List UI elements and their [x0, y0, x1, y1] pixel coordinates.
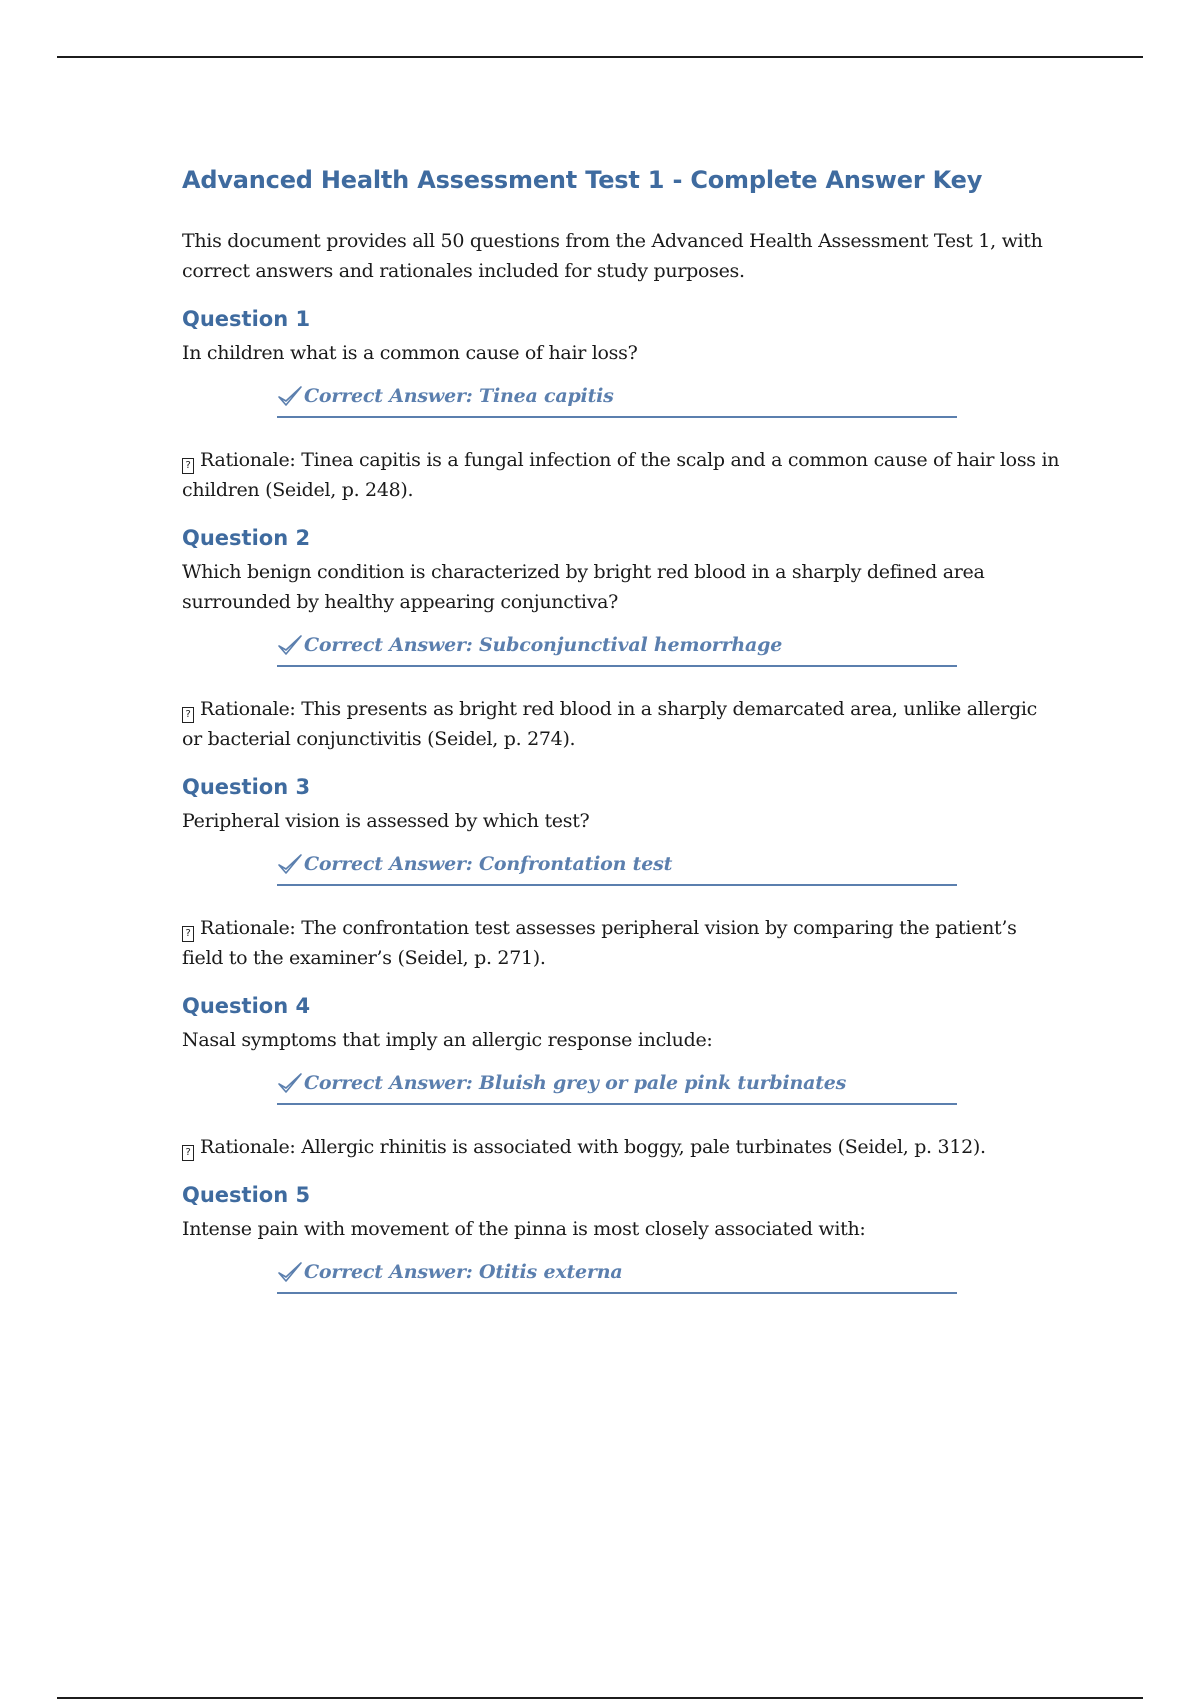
- correct-answer-text: Correct Answer: Confrontation test: [304, 853, 673, 875]
- question-heading: Question 5: [182, 1183, 311, 1207]
- question-4: [182, 991, 1062, 1162]
- check-mark-icon: [277, 384, 303, 408]
- question-heading: Question 3: [182, 775, 311, 799]
- check-mark-icon: [277, 1071, 303, 1095]
- rationale: [182, 913, 1062, 973]
- correct-answer-text: Correct Answer: Tinea capitis: [304, 385, 614, 407]
- document-intro: This document provides all 50 questions from the Advanced Health Assessment Test 1, with correct answers and rationales included for study purposes.: [182, 230, 1043, 282]
- correct-answer: [277, 631, 957, 667]
- correct-answer: [277, 1258, 957, 1294]
- question-text: Peripheral vision is assessed by which test?: [182, 810, 590, 832]
- question-text: Intense pain with movement of the pinna is most closely associated with:: [182, 1218, 866, 1240]
- correct-answer: [277, 382, 957, 418]
- missing-glyph-icon: ?: [182, 926, 194, 942]
- rationale-text: Rationale: The confrontation test assesses peripheral vision by comparing the patient’s field to the examiner’s (Seidel, p. 271).: [182, 917, 1017, 969]
- check-mark-icon: [277, 633, 303, 657]
- check-mark-icon: [277, 852, 303, 876]
- correct-answer: [277, 850, 957, 886]
- footer-rule: [57, 1697, 1143, 1699]
- question-text: In children what is a common cause of hair loss?: [182, 342, 638, 364]
- correct-answer-text: Correct Answer: Otitis externa: [304, 1261, 623, 1283]
- question-heading: Question 1: [182, 307, 311, 331]
- correct-answer-text: Correct Answer: Subconjunctival hemorrhage: [304, 634, 783, 656]
- rationale-text: Rationale: Allergic rhinitis is associated with boggy, pale turbinates (Seidel, p. 312).: [200, 1136, 986, 1158]
- missing-glyph-icon: ?: [182, 458, 194, 474]
- document-body: [182, 163, 1062, 1294]
- question-1: [182, 304, 1062, 505]
- question-3: [182, 772, 1062, 973]
- question-2: [182, 523, 1062, 754]
- question-5: [182, 1180, 1062, 1294]
- rationale: [182, 1132, 1062, 1162]
- rationale-text: Rationale: This presents as bright red blood in a sharply demarcated area, unlike allergic or bacterial conjunctivitis (Seidel, p. 274).: [182, 698, 1038, 750]
- question-heading: Question 4: [182, 994, 311, 1018]
- rationale: [182, 694, 1062, 754]
- question-heading: Question 2: [182, 526, 311, 550]
- question-text: Nasal symptoms that imply an allergic response include:: [182, 1029, 713, 1051]
- missing-glyph-icon: ?: [182, 1145, 194, 1161]
- rationale-text: Rationale: Tinea capitis is a fungal infection of the scalp and a common cause of hair loss in children (Seidel, p. 248).: [182, 449, 1060, 501]
- document-title: Advanced Health Assessment Test 1 - Complete Answer Key: [182, 166, 983, 194]
- question-text: Which benign condition is characterized by bright red blood in a sharply defined area surrounded by healthy appearing conjunctiva?: [182, 561, 985, 613]
- check-mark-icon: [277, 1260, 303, 1284]
- correct-answer-text: Correct Answer: Bluish grey or pale pink turbinates: [304, 1072, 847, 1094]
- missing-glyph-icon: ?: [182, 707, 194, 723]
- rationale: [182, 445, 1062, 505]
- correct-answer: [277, 1069, 957, 1105]
- header-rule: [57, 56, 1143, 58]
